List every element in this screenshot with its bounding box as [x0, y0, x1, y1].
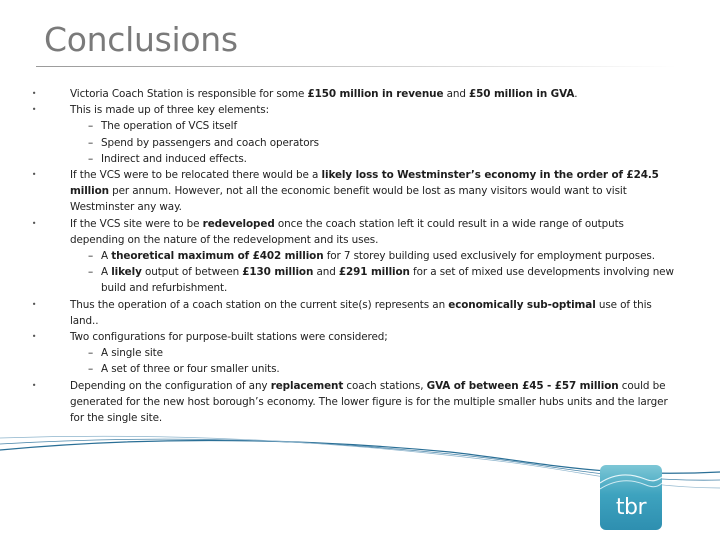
- bullet-icon: •: [31, 299, 37, 309]
- emphasis-text: £150 million in revenue: [307, 88, 444, 100]
- body-text: Two configurations for purpose-built stations were considered;: [70, 331, 388, 344]
- dash-icon: –: [88, 120, 94, 133]
- sub-bullet-item: [30, 135, 680, 151]
- body-text: and: [313, 266, 339, 279]
- body-text: and: [443, 88, 470, 100]
- title-divider: [36, 66, 676, 67]
- dash-icon: –: [88, 266, 94, 279]
- body-text: coach stations,: [343, 379, 427, 392]
- sub-bullet-item: [30, 361, 680, 377]
- bullet-item: [30, 378, 680, 427]
- dash-icon: –: [88, 347, 94, 360]
- body-text: This is made up of three key elements:: [70, 104, 269, 117]
- body-text: use of this land..: [70, 298, 652, 327]
- body-text: Indirect and induced effects.: [101, 152, 247, 165]
- emphasis-text: replacement: [270, 379, 344, 392]
- body-text: Thus the operation of a coach station on the current site(s) represents an: [70, 298, 449, 311]
- emphasis-text: GVA of between £45 - £57 million: [426, 379, 619, 392]
- body-text: .: [574, 88, 578, 100]
- bullet-item: [30, 297, 680, 329]
- body-text: output of between: [141, 266, 243, 279]
- body-text: A: [101, 266, 112, 279]
- emphasis-text: £130 million: [242, 266, 314, 279]
- body-text: Spend by passengers and coach operators: [101, 136, 319, 149]
- emphasis-text: theoretical maximum of £402 million: [111, 250, 324, 263]
- emphasis-text: economically sub-optimal: [448, 298, 596, 311]
- page-title: Conclusions: [44, 20, 238, 59]
- body-text: A: [101, 250, 112, 263]
- body-text: per annum. However, not all the economic benefit would be lost as many visitors would want to visit Westminster any way.: [70, 185, 627, 214]
- bullet-item: [30, 102, 680, 118]
- body-text: Depending on the configuration of any: [70, 379, 271, 392]
- body-text: for a set of mixed use developments involving new build and refurbishment.: [101, 266, 674, 295]
- dash-icon: –: [88, 136, 94, 149]
- conclusions-list: [30, 86, 680, 426]
- bullet-icon: •: [31, 218, 37, 228]
- dash-icon: –: [88, 250, 94, 263]
- body-text: The operation of VCS itself: [101, 120, 238, 133]
- body-text: A set of three or four smaller units.: [101, 363, 280, 376]
- body-text: A single site: [101, 347, 163, 360]
- dash-icon: –: [88, 152, 94, 165]
- emphasis-text: likely: [111, 266, 142, 279]
- emphasis-text: likely loss to Westminster’s economy in the order of £24.5 million: [70, 169, 659, 198]
- sub-bullet-item: [30, 248, 680, 264]
- tbr-logo: [600, 465, 662, 530]
- bullet-item: [30, 329, 680, 345]
- sub-bullet-item: [30, 118, 680, 134]
- logo-wave-icon: [600, 465, 662, 495]
- body-text: Victoria Coach Station is responsible for some: [70, 88, 308, 100]
- bullet-icon: •: [31, 170, 37, 180]
- sub-bullet-item: [30, 345, 680, 361]
- bullet-icon: •: [31, 89, 37, 98]
- body-text: once the coach station left it could result in a wide range of outputs depending on the nature of the redevelopment and its uses.: [70, 217, 624, 246]
- logo-text: tbr: [615, 495, 647, 520]
- body-text: If the VCS were to be relocated there would be a: [70, 169, 322, 182]
- body-text: for 7 storey building used exclusively for employment purposes.: [323, 250, 655, 263]
- sub-bullet-item: [30, 264, 680, 296]
- emphasis-text: £291 million: [338, 266, 410, 279]
- emphasis-text: £50 million in GVA: [469, 88, 575, 100]
- dash-icon: –: [88, 363, 94, 376]
- bullet-item: [30, 86, 680, 102]
- bullet-icon: •: [31, 380, 37, 390]
- body-text: If the VCS site were to be: [70, 217, 203, 230]
- bullet-item: [30, 167, 680, 216]
- bullet-icon: •: [31, 105, 37, 115]
- body-text: could be generated for the new host borough’s economy. The lower figure is for the multiple smaller hubs units and the larger for the single site.: [70, 379, 668, 425]
- bullet-item: [30, 216, 680, 248]
- bullet-icon: •: [31, 332, 37, 342]
- sub-bullet-item: [30, 151, 680, 167]
- emphasis-text: redeveloped: [202, 217, 275, 230]
